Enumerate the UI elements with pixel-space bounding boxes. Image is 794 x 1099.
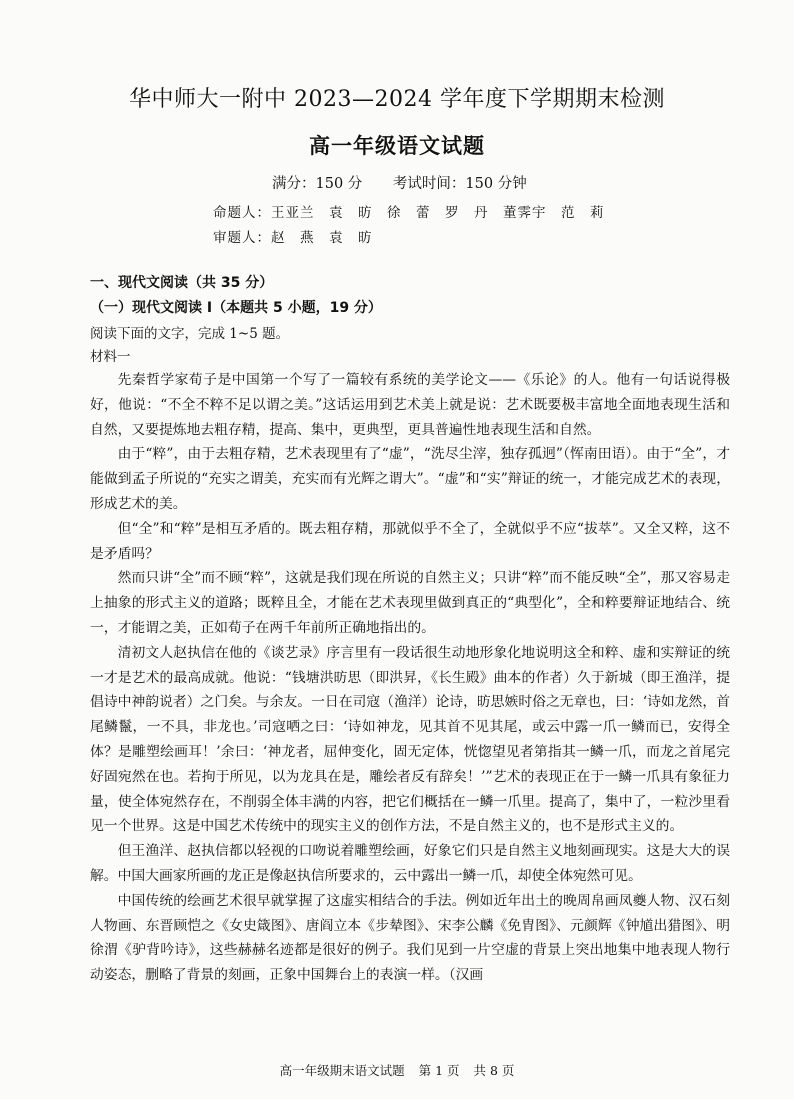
full-score: 满分：150 分 (272, 176, 363, 192)
reading-instruction: 阅读下面的文字，完成 1~5 题。 (90, 326, 290, 342)
passage-paragraph: 但“全”和“粹”是相互矛盾的。既去粗存精，那就似乎不全了，全就似乎不应“拔萃”。又全又粹，这不是矛盾吗？ (90, 520, 730, 562)
passage-paragraph: 由于“粹”，由于去粗存精，艺术表现里有了“虚”，“洗尽尘滓，独存孤迥”（恽南田语）。由于“全”，才能做到孟子所说的“充实之谓美，充实而有光辉之谓大”。“虚”和“实”辩证的统一，才能完成艺术的表现，形成艺术的美。 (90, 446, 730, 512)
question-setters: 命题人：王亚兰 袁 昉 徐 蕾 罗 丹 董霁宇 范 莉 (213, 205, 605, 221)
footer-total-pages: 共 8 页 (473, 1063, 515, 1078)
passage-paragraph: 然而只讲“全”而不顾“粹”，这就是我们现在所说的自然主义；只讲“粹”而不能反映“全”，那又容易走上抽象的形式主义的道路；既粹且全，才能在艺术表现里做到真正的“典型化”，全和粹要辩证地结合、统一，才能谓之美，正如荀子在两千年前所正确地指出的。 (90, 570, 730, 636)
footer-exam-name: 高一年级期末语文试题 (279, 1063, 405, 1078)
passage-paragraph: 先秦哲学家荀子是中国第一个写了一篇较有系统的美学论文——《乐论》的人。他有一句话说得极好，他说：“不全不粹不足以谓之美。”这话运用到艺术美上就是说：艺术既要极丰富地全面地表现生活和自然，又要提炼地去粗存精，提高、集中，更典型，更具普遍性地表现生活和自然。 (90, 372, 730, 438)
exam-meta (272, 172, 553, 193)
exam-subtitle: 高一年级语文试题 (309, 134, 485, 158)
exam-time: 考试时间：150 分钟 (392, 176, 527, 192)
footer-page-number: 第 1 页 (418, 1063, 460, 1078)
subsection-heading: （一）现代文阅读 I（本题共 5 小题，19 分） (90, 300, 382, 316)
passage-paragraph: 清初文人赵执信在他的《谈艺录》序言里有一段话很生动地形象化地说明这全和粹、虚和实辩证的统一才是艺术的最高成就。他说：“钱塘洪昉思（即洪昇，《长生殿》曲本的作者）久于新城（即王渔洋，提倡诗中神韵说者）之门矣。与余友。一日在司寇（渔洋）论诗，昉思嫉时俗之无章也，曰：‘诗如龙然，首尾鳞鬣，一不具，非龙也。’司寇哂之曰：‘诗如神龙，见其首不见其尾，或云中露一爪一鳞而已，安得全体？是雕塑绘画耳！’余曰：‘神龙者，屈伸变化，固无定体，恍惚望见者第指其一鳞一爪，而龙之首尾完好固宛然在也。若拘于所见，以为龙具在是，雕绘者反有辞矣！’”艺术的表现正在于一鳞一爪具有象征力量，使全体宛然存在，不削弱全体丰满的内容，把它们概括在一鳞一爪里。提高了，集中了，一粒沙里看见一个世界。这是中国艺术传统中的现实主义的创作方法，不是自然主义的，也不是形式主义的。 (90, 644, 730, 835)
exam-title: 华中师大一附中 2023—2024 学年度下学期期末检测 (129, 87, 665, 112)
reading-passage (90, 368, 730, 988)
page-footer (0, 1061, 794, 1079)
section-heading: 一、现代文阅读（共 35 分） (90, 275, 274, 291)
question-reviewers: 审题人：赵 燕 袁 昉 (213, 230, 373, 246)
material-label: 材料一 (90, 349, 131, 365)
passage-paragraph: 但王渔洋、赵执信都以轻视的口吻说着雕塑绘画，好象它们只是自然主义地刻画现实。这是大大的误解。中国大画家所画的龙正是像赵执信所要求的，云中露出一鳞一爪，却使全体宛然可见。 (90, 843, 730, 884)
passage-paragraph: 中国传统的绘画艺术很早就掌握了这虚实相结合的手法。例如近年出土的晚周帛画凤夔人物、汉石刻人物画、东晋顾恺之《女史箴图》、唐阎立本《步辇图》、宋李公麟《免胄图》、元颜辉《钟馗出猎图》、明徐渭《驴背吟诗》，这些赫赫名迹都是很好的例子。我们见到一片空虚的背景上突出地集中地表现人物行动姿态，删略了背景的刻画，正象中国舞台上的表演一样。（汉画 (90, 892, 730, 984)
